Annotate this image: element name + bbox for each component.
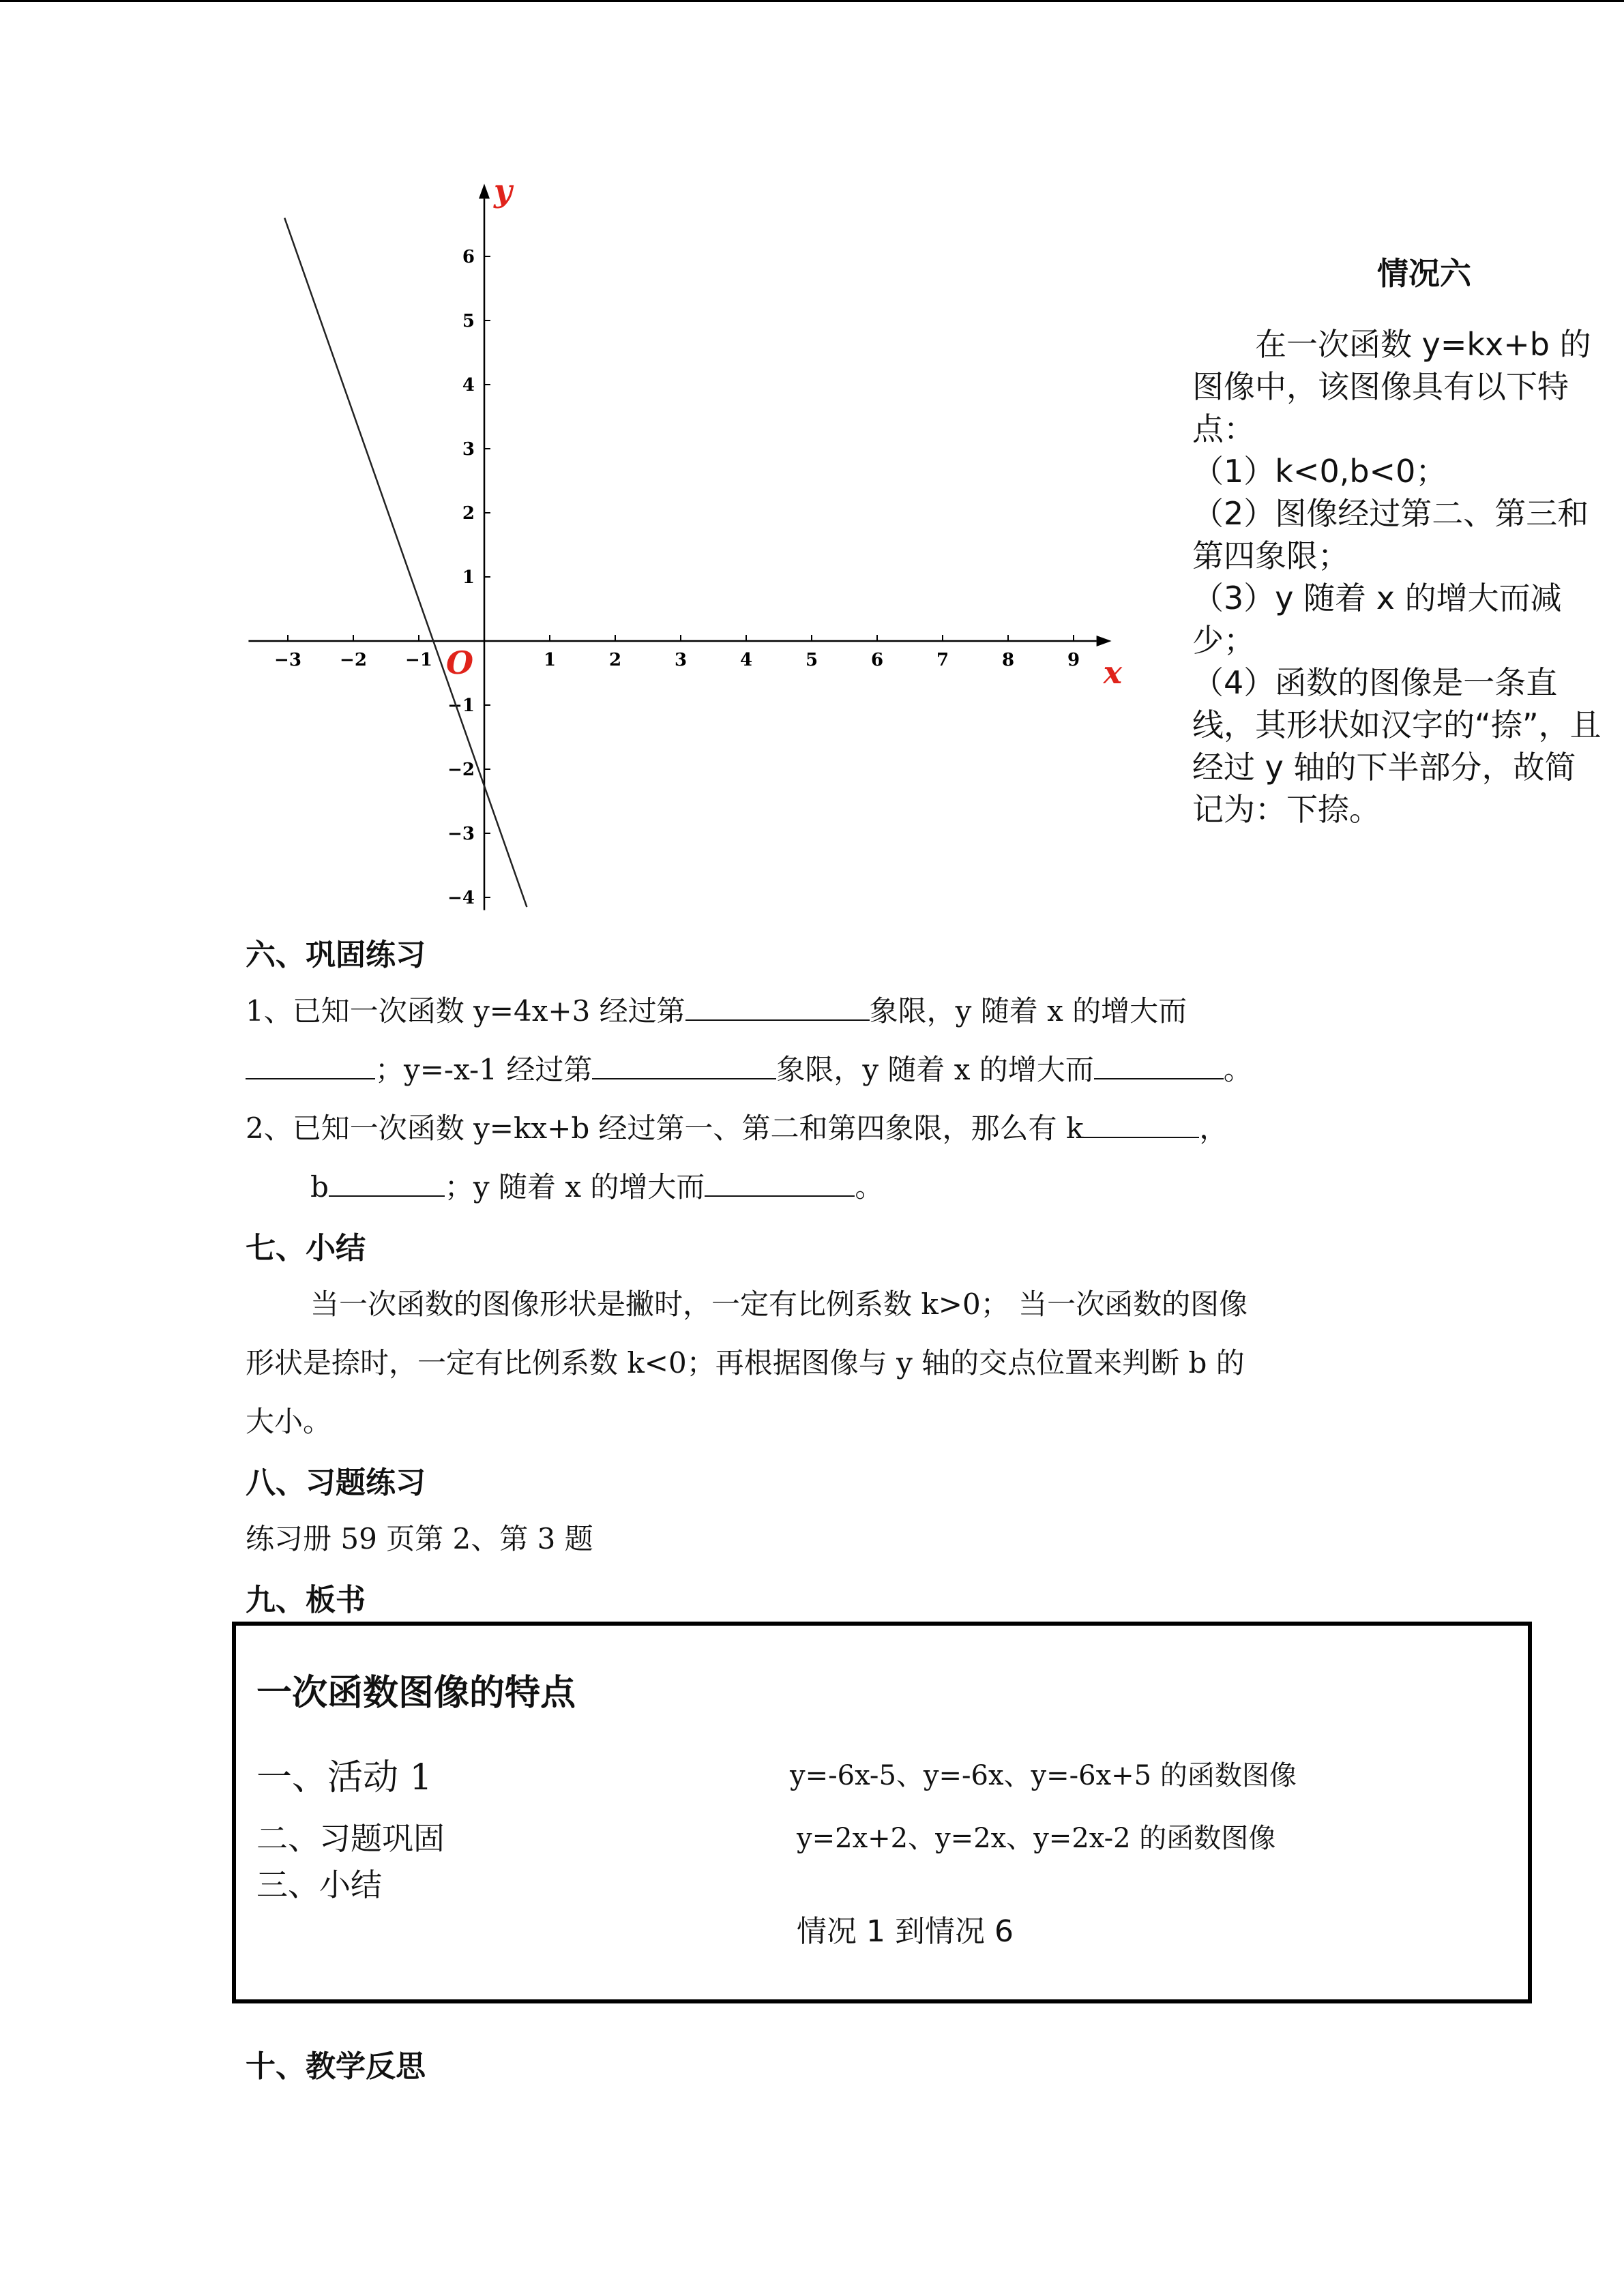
answer-blank[interactable] bbox=[329, 1168, 445, 1197]
answer-blank[interactable] bbox=[1083, 1109, 1199, 1138]
case-six-point-2: （2）图像经过第二、第三和第四象限； bbox=[1192, 495, 1589, 574]
case-six-point-4: （4）函数的图像是一条直线，其形状如汉字的“捺”，且经过 y 轴的下半部分，故简记为：下捺。 bbox=[1192, 664, 1601, 828]
answer-blank[interactable] bbox=[705, 1168, 855, 1197]
exercise-1-text-c: ；y=-x-1 经过第 bbox=[375, 1053, 593, 1086]
exercise-2-text-b: ， bbox=[1199, 1112, 1228, 1145]
x-tick-label: −1 bbox=[405, 650, 432, 670]
x-tick-label: 1 bbox=[543, 650, 557, 670]
y-axis-arrow bbox=[479, 183, 490, 198]
x-tick-label: 8 bbox=[1001, 650, 1015, 670]
case-six-point-3: （3）y 随着 x 的增大而减少； bbox=[1192, 580, 1562, 659]
homework-text: 练习册 59 页第 2、第 3 题 bbox=[246, 1522, 593, 1555]
exercise-2-text-c: b bbox=[310, 1170, 329, 1204]
x-tick-label: −2 bbox=[340, 650, 367, 670]
case-six-point-1: （1）k<0,b<0； bbox=[1192, 453, 1447, 490]
board-item-3-detail: 情况 1 到情况 6 bbox=[797, 1914, 1014, 1949]
y-tick-label: 6 bbox=[462, 247, 475, 267]
y-tick-label: −4 bbox=[447, 888, 475, 908]
answer-blank[interactable] bbox=[1094, 1051, 1224, 1079]
exercise-1-text-b: 象限，y 随着 x 的增大而 bbox=[869, 994, 1187, 1028]
case-six-title: 情况六 bbox=[1377, 255, 1471, 292]
exercise-2-line-2 bbox=[310, 1165, 883, 1206]
board-item-1: 一、活动 1 bbox=[256, 1757, 432, 1798]
y-tick-label: 1 bbox=[462, 567, 475, 588]
x-tick-label: 6 bbox=[870, 650, 884, 670]
y-tick-label: 5 bbox=[462, 311, 475, 331]
exercise-2-text-a: 2、已知一次函数 y=kx+b 经过第一、第二和第四象限，那么有 k bbox=[246, 1112, 1084, 1145]
y-tick-label: 3 bbox=[462, 439, 475, 460]
board-title: 一次函数图像的特点 bbox=[256, 1673, 576, 1714]
exercise-1-line-2 bbox=[246, 1047, 1252, 1088]
y-tick-label: 2 bbox=[462, 503, 475, 524]
board-item-2-detail: y=2x+2、y=2x、y=2x-2 的函数图像 bbox=[797, 1823, 1276, 1854]
case-six-intro: 在一次函数 y=kx+b 的图像中，该图像具有以下特点： bbox=[1192, 326, 1591, 447]
summary-line-1: 当一次函数的图像形状是撇时，一定有比例系数 k>0； 当一次函数的图像 bbox=[310, 1287, 1248, 1321]
x-tick-label: −3 bbox=[274, 650, 301, 670]
function-line bbox=[284, 218, 527, 908]
blackboard-outline bbox=[232, 1622, 1532, 2003]
exercise-1-line-1 bbox=[246, 989, 1187, 1030]
case-six-panel bbox=[1192, 252, 1601, 831]
origin-label: O bbox=[446, 644, 474, 681]
exercise-1-text-d: 象限，y 随着 x 的增大而 bbox=[776, 1053, 1094, 1086]
y-tick-label: 4 bbox=[462, 375, 475, 396]
exercise-1-text-a: 1、已知一次函数 y=4x+3 经过第 bbox=[246, 994, 685, 1028]
x-tick-label: 9 bbox=[1067, 650, 1080, 670]
answer-blank[interactable] bbox=[246, 1051, 375, 1079]
answer-blank[interactable] bbox=[685, 992, 870, 1021]
exercise-2-text-e: 。 bbox=[855, 1170, 884, 1204]
section-10-heading: 十、教学反思 bbox=[246, 2049, 426, 2084]
x-tick-label: 5 bbox=[805, 650, 818, 670]
y-tick-label: −1 bbox=[447, 696, 475, 716]
x-tick-label: 7 bbox=[936, 650, 949, 670]
section-7-heading: 七、小结 bbox=[246, 1231, 366, 1266]
exercise-2-text-d: ；y 随着 x 的增大而 bbox=[444, 1170, 705, 1204]
x-axis-arrow bbox=[1097, 636, 1112, 646]
y-tick-label: −3 bbox=[447, 824, 475, 844]
linear-function-graph bbox=[239, 172, 1123, 914]
board-item-1-detail: y=-6x-5、y=-6x、y=-6x+5 的函数图像 bbox=[790, 1760, 1297, 1791]
board-item-3: 三、小结 bbox=[256, 1866, 382, 1903]
board-item-2: 二、习题巩固 bbox=[256, 1820, 445, 1857]
x-tick-label: 2 bbox=[608, 650, 622, 670]
y-tick-label: −2 bbox=[447, 760, 475, 780]
x-axis-label: x bbox=[1103, 654, 1123, 691]
section-9-heading: 九、板书 bbox=[246, 1583, 366, 1617]
summary-line-2: 形状是捺时，一定有比例系数 k<0；再根据图像与 y 轴的交点位置来判断 b 的 bbox=[246, 1346, 1245, 1380]
page-top-border bbox=[0, 0, 1624, 2]
exercise-1-text-e: 。 bbox=[1223, 1053, 1252, 1086]
x-tick-label: 3 bbox=[674, 650, 688, 670]
answer-blank[interactable] bbox=[592, 1051, 776, 1079]
section-8-heading: 八、习题练习 bbox=[246, 1465, 426, 1500]
summary-line-3: 大小。 bbox=[246, 1405, 332, 1438]
y-axis-label: y bbox=[494, 172, 512, 209]
exercise-2-line-1 bbox=[246, 1106, 1228, 1147]
x-tick-label: 4 bbox=[739, 650, 753, 670]
section-6-heading: 六、巩固练习 bbox=[246, 938, 426, 972]
